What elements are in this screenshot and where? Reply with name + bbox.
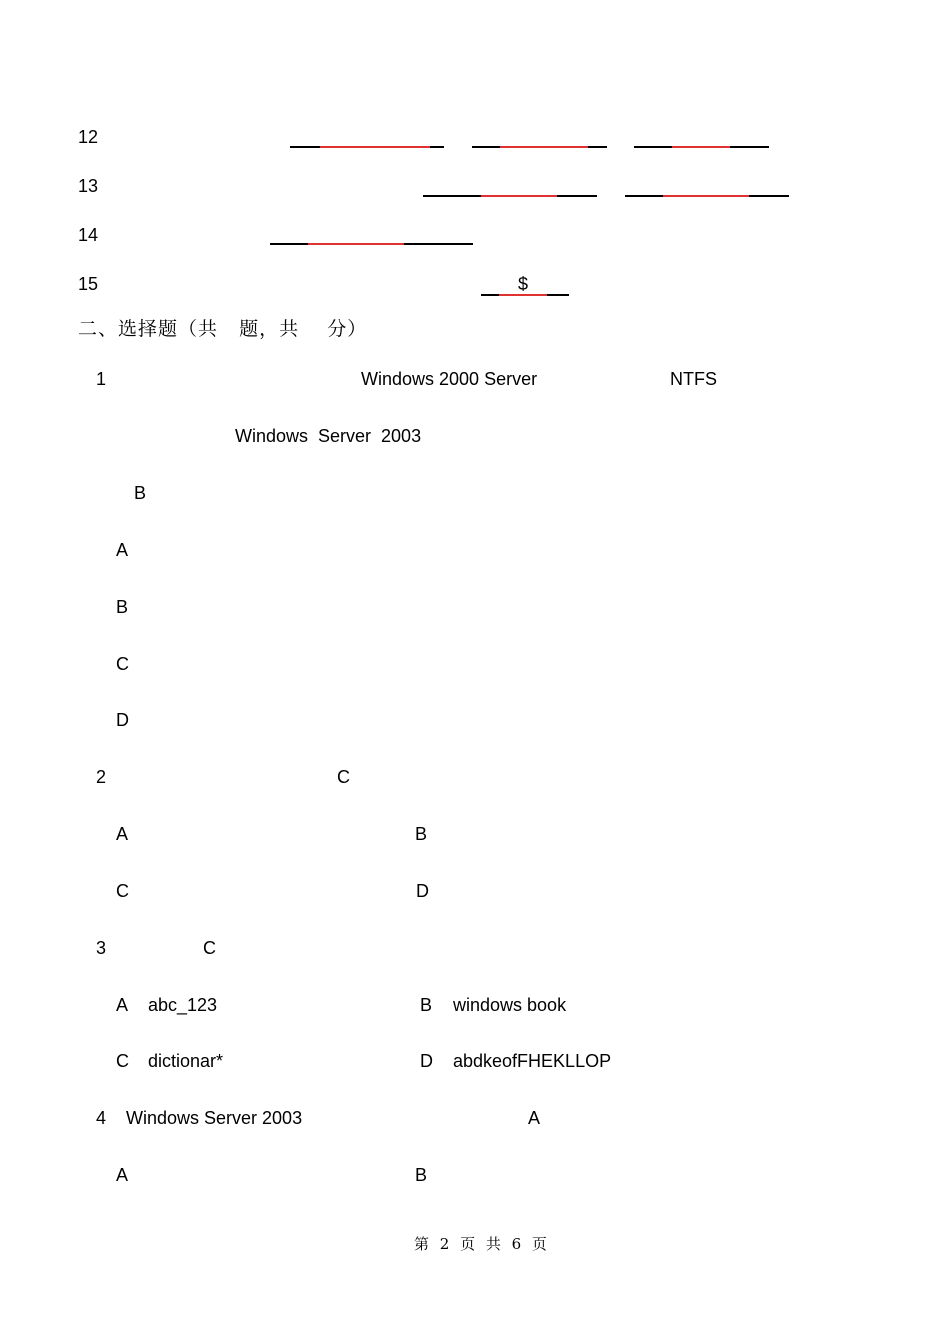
question-number-3: 3 bbox=[96, 938, 107, 958]
answer-blank bbox=[472, 146, 607, 148]
option-letter: B bbox=[420, 995, 433, 1015]
option-letter: C bbox=[116, 654, 129, 674]
answer-label: B bbox=[134, 483, 147, 503]
option-letter: B bbox=[415, 824, 428, 844]
answer-blank bbox=[270, 243, 473, 245]
answer-blank bbox=[290, 146, 444, 148]
answer-blank bbox=[634, 146, 769, 148]
question-number-1: 1 bbox=[96, 369, 107, 389]
page-footer: 第 2 页 共 6 页 bbox=[414, 1235, 547, 1253]
section-heading: 二、选择题（共 题，共 分） bbox=[78, 318, 368, 340]
option-letter: D bbox=[416, 881, 429, 901]
option-text: abdkeofFHEKLLOP bbox=[453, 1051, 612, 1071]
answer-label: C bbox=[337, 767, 350, 787]
option-letter: A bbox=[116, 540, 129, 560]
option-letter: A bbox=[116, 995, 129, 1015]
question-number-2: 2 bbox=[96, 767, 107, 787]
answer-blank bbox=[481, 294, 569, 296]
question-text: Windows Server 2003 bbox=[235, 426, 422, 446]
answer-label: A bbox=[528, 1108, 541, 1128]
option-letter: B bbox=[116, 597, 129, 617]
option-letter: C bbox=[116, 1051, 129, 1071]
item-number-13: 13 bbox=[78, 176, 99, 196]
item-number-15: 15 bbox=[78, 274, 99, 294]
answer-blank bbox=[423, 195, 597, 197]
option-letter: C bbox=[116, 881, 129, 901]
option-text: dictionar* bbox=[148, 1051, 224, 1071]
option-text: abc_123 bbox=[148, 995, 218, 1015]
option-letter: A bbox=[116, 1165, 129, 1185]
option-letter: B bbox=[415, 1165, 428, 1185]
option-letter: D bbox=[116, 710, 129, 730]
question-text: Windows Server 2003 bbox=[126, 1108, 303, 1128]
option-letter: A bbox=[116, 824, 129, 844]
answer-dollar-sign: $ bbox=[518, 274, 529, 294]
option-letter: D bbox=[420, 1051, 433, 1071]
question-number-4: 4 bbox=[96, 1108, 107, 1128]
item-number-12: 12 bbox=[78, 127, 99, 147]
answer-label: C bbox=[203, 938, 216, 958]
item-number-14: 14 bbox=[78, 225, 99, 245]
question-text: NTFS bbox=[670, 369, 717, 389]
option-text: windows book bbox=[453, 995, 567, 1015]
answer-blank bbox=[625, 195, 789, 197]
question-text: Windows 2000 Server bbox=[361, 369, 538, 389]
